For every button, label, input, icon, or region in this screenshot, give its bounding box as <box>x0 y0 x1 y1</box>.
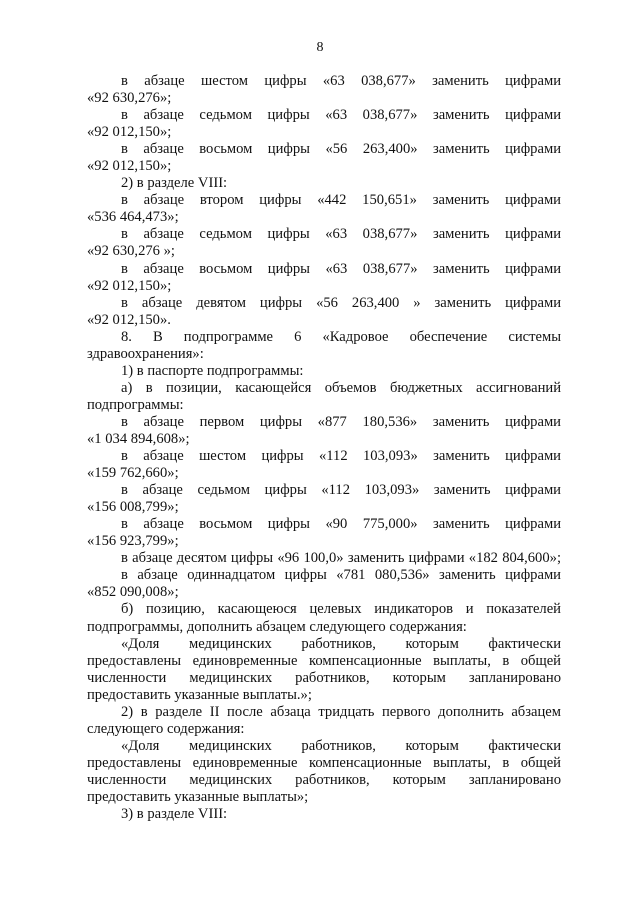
text-line: в абзаце седьмом цифры «112 103,093» заменить цифрами <box>121 482 561 499</box>
text-line: «92 012,150»; <box>87 124 172 141</box>
text-line: в абзаце втором цифры «442 150,651» заменить цифрами <box>121 192 561 209</box>
text-line: предоставлены единовременные компенсационные выплаты, в общей <box>87 754 561 771</box>
text-line: «92 012,150». <box>87 311 171 328</box>
page-number: 8 <box>316 40 324 55</box>
text-line: в абзаце десятом цифры «96 100,0» заменить цифрами «182 804,600»; <box>121 550 561 567</box>
text-line: 1) в паспорте подпрограммы: <box>121 362 304 379</box>
text-line: численности медицинских работников, которым запланировано <box>87 669 561 686</box>
text-line: «156 008,799»; <box>87 499 179 516</box>
text-line: следующего содержания: <box>87 720 245 737</box>
text-line: «159 762,660»; <box>87 465 179 482</box>
text-line: в абзаце седьмом цифры «63 038,677» заменить цифрами <box>121 226 561 243</box>
text-line: здравоохранения»: <box>87 345 204 362</box>
text-line: «92 630,276 »; <box>87 243 175 260</box>
text-line: в абзаце девятом цифры «56 263,400 » заменить цифрами <box>121 294 561 311</box>
text-line: а) в позиции, касающейся объемов бюджетных ассигнований <box>121 379 561 396</box>
text-line: подпрограммы: <box>87 396 184 413</box>
text-line: 8. В подпрограмме 6 «Кадровое обеспечение системы <box>121 328 561 345</box>
text-line: «92 012,150»; <box>87 158 172 175</box>
text-line: численности медицинских работников, которым запланировано <box>87 771 561 788</box>
text-line: в абзаце шестом цифры «63 038,677» заменить цифрами <box>121 73 561 89</box>
text-line: «92 630,276»; <box>87 90 172 107</box>
text-line: «536 464,473»; <box>87 209 179 226</box>
text-line: «1 034 894,608»; <box>87 430 190 447</box>
text-line: в абзаце восьмом цифры «63 038,677» заменить цифрами <box>121 260 561 277</box>
text-line: в абзаце восьмом цифры «90 775,000» заменить цифрами <box>121 516 561 533</box>
text-line: «92 012,150»; <box>87 277 172 294</box>
text-line: 2) в разделе VIII: <box>121 175 228 192</box>
text-line: предоставлены единовременные компенсационные выплаты, в общей <box>87 652 561 669</box>
text-line: «Доля медицинских работников, которым фактически <box>121 635 561 652</box>
text-line: в абзаце одиннадцатом цифры «781 080,536» заменить цифрами <box>121 567 561 584</box>
text-line: б) позицию, касающеюся целевых индикаторов и показателей <box>121 601 561 618</box>
text-line: в абзаце шестом цифры «112 103,093» заменить цифрами <box>121 448 561 465</box>
text-line: предоставить указанные выплаты»; <box>87 788 309 805</box>
text-line: в абзаце седьмом цифры «63 038,677» заменить цифрами <box>121 107 561 124</box>
text-line: подпрограммы, дополнить абзацем следующего содержания: <box>87 618 467 635</box>
text-line: в абзаце восьмом цифры «56 263,400» заменить цифрами <box>121 141 561 158</box>
text-line: в абзаце первом цифры «877 180,536» заменить цифрами <box>121 413 561 430</box>
document-body <box>87 73 561 823</box>
text-line: предоставить указанные выплаты.»; <box>87 686 312 703</box>
text-line: «Доля медицинских работников, которым фактически <box>121 737 561 754</box>
text-line: 3) в разделе VIII: <box>121 806 228 823</box>
text-line: 2) в разделе II после абзаца тридцать первого дополнить абзацем <box>121 703 561 720</box>
text-line: «852 090,008»; <box>87 584 179 601</box>
text-line: «156 923,799»; <box>87 533 179 550</box>
